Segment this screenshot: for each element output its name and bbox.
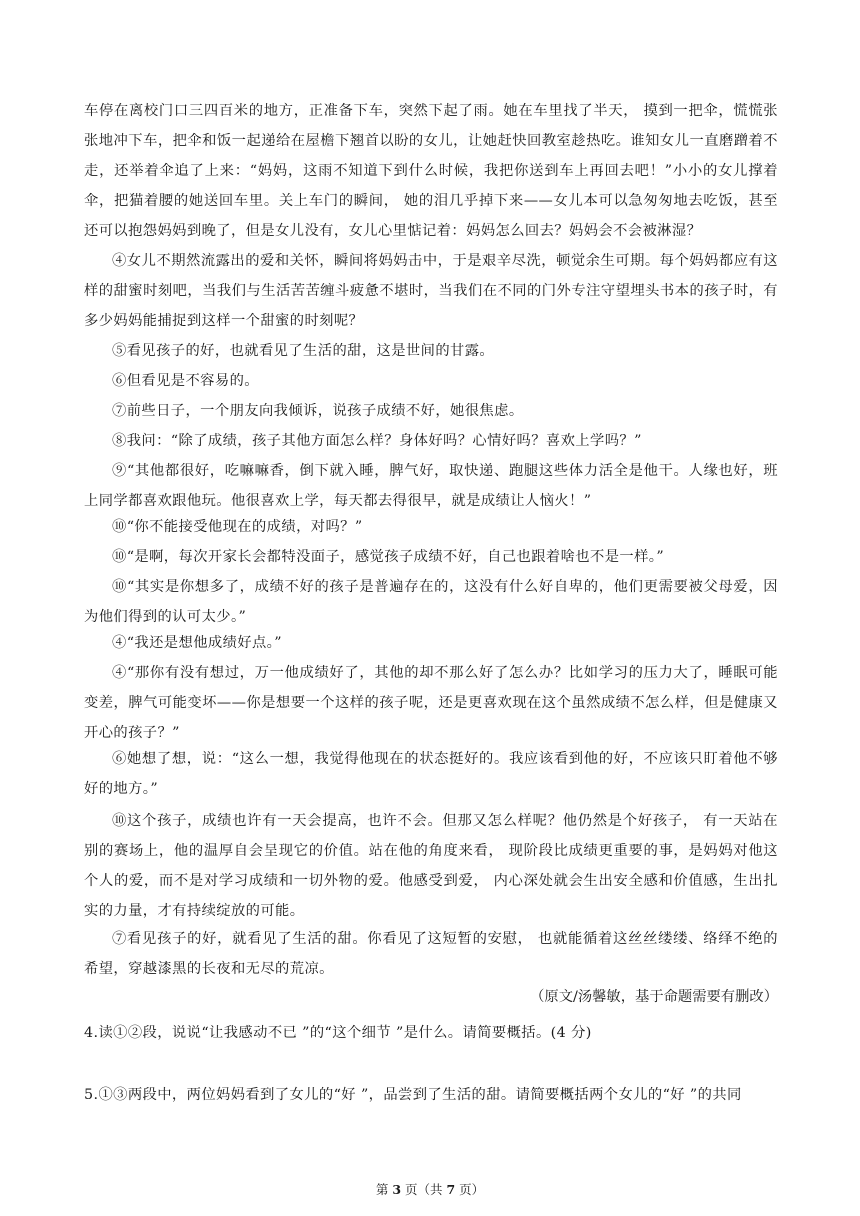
page-footer — [0, 1180, 860, 1198]
paragraph-13: ④“我还是想他成绩好点。” — [112, 635, 282, 651]
paragraph-15: ⑥她想了想，说：“这么一想，我觉得他现在的状态挺好的。我应该看到他的好，不应该只盯着他不够好的地方。” — [84, 751, 778, 797]
paragraph-4: ④女儿不期然流露出的爱和关怀，瞬间将妈妈击中，于是艰辛尽洗，顿觉余生可期。每个妈妈都应有这样的甜蜜时刻吧，当我们与生活苦苦缠斗疲惫不堪时，当我们在不同的门外专注守望埋头书本的孩子时，有多少妈妈能捕捉到这样一个甜蜜的时刻呢？ — [84, 253, 778, 329]
question-5: 5.①③两段中，两位妈妈看到了女儿的“好 ”，品尝到了生活的甜。请简要概括两个女儿的“好 ”的共同 — [84, 1087, 742, 1103]
footer-prefix: 第 — [375, 1182, 393, 1197]
footer-total-pages: 7 — [446, 1182, 456, 1197]
paragraph-11: ⑩“是啊，每次开家长会都特没面子，感觉孩子成绩不好，自己也跟着啥也不是一样。” — [112, 549, 665, 565]
paragraph-14: ④“那你有没有想过，万一他成绩好了，其他的却不那么好了怎么办？比如学习的压力大了，睡眠可能变差，脾气可能变坏——你是想要一个这样的孩子呢，还是更喜欢现在这个虽然成绩不怎么样，但是健康又开心的孩子？” — [84, 665, 778, 741]
paragraph-10: ⑩“你不能接受他现在的成绩，对吗？” — [112, 519, 363, 535]
paragraph-7: ⑦前些日子，一个朋友向我倾诉，说孩子成绩不好，她很焦虑。 — [112, 403, 524, 419]
paragraph-3-continued: 车停在离校门口三四百米的地方，正准备下车，突然下起了雨。她在车里找了半天， 摸到一把伞，慌慌张张地冲下车，把伞和饭一起递给在屋檐下翘首以盼的女儿，让她赶快回教室趁热吃。谁知女儿一直磨蹭着不走，还举着伞追了上来：“妈妈，这雨不知道下到什么时候，我把你送到车上再回去吧！”小小的女儿撑着伞，把猫着腰的她送回车里。关上车门的瞬间， 她的泪几乎掉下来——女儿本可以急匆匆地去吃饭，甚至还可以抱怨妈妈到晚了，但是女儿没有，女儿心里惦记着：妈妈怎么回去？妈妈会不会被淋湿？ — [84, 103, 778, 239]
footer-middle: 页（共 — [401, 1182, 447, 1197]
paragraph-6: ⑥但看见是不容易的。 — [112, 373, 259, 389]
paragraph-8: ⑧我问：“除了成绩，孩子其他方面怎么样？身体好吗？心情好吗？喜欢上学吗？” — [112, 433, 642, 449]
footer-suffix: 页） — [455, 1182, 485, 1197]
paragraph-17: ⑦看见孩子的好，就看见了生活的甜。你看见了这短暂的安慰， 也就能循着这丝丝缕缕、络绎不绝的希望，穿越漆黑的长夜和无尽的荒凉。 — [84, 931, 778, 977]
paragraph-16: ⑩这个孩子，成绩也许有一天会提高，也许不会。但那又怎么样呢？他仍然是个好孩子， 有一天站在别的赛场上，他的温厚自会呈现它的价值。站在他的角度来看， 现阶段比成绩更重要的事，是妈妈对他这个人的爱，而不是对学习成绩和一切外物的爱。他感受到爱， 内心深处就会生出安全感和价值感，生出扎实的力量，才有持续绽放的可能。 — [84, 813, 778, 919]
footer-page-number: 3 — [392, 1182, 402, 1197]
question-4: 4.读①②段，说说“让我感动不已 ”的“这个细节 ”是什么。请简要概括。(4 分) — [84, 1025, 592, 1041]
source-attribution: （原文/汤馨敏，基于命题需要有删改） — [530, 989, 778, 1005]
paragraph-12: ⑩“其实是你想多了，成绩不好的孩子是普遍存在的，这没有什么好自卑的，他们更需要被父母爱，因为他们得到的认可太少。” — [84, 579, 778, 625]
paragraph-5: ⑤看见孩子的好，也就看见了生活的甜，这是世间的甘露。 — [112, 343, 495, 359]
paragraph-9: ⑨“其他都很好，吃嘛嘛香，倒下就入睡，脾气好，取快递、跑腿这些体力活全是他干。人缘也好，班上同学都喜欢跟他玩。他很喜欢上学，每天都去得很早，就是成绩让人恼火！” — [84, 463, 778, 509]
